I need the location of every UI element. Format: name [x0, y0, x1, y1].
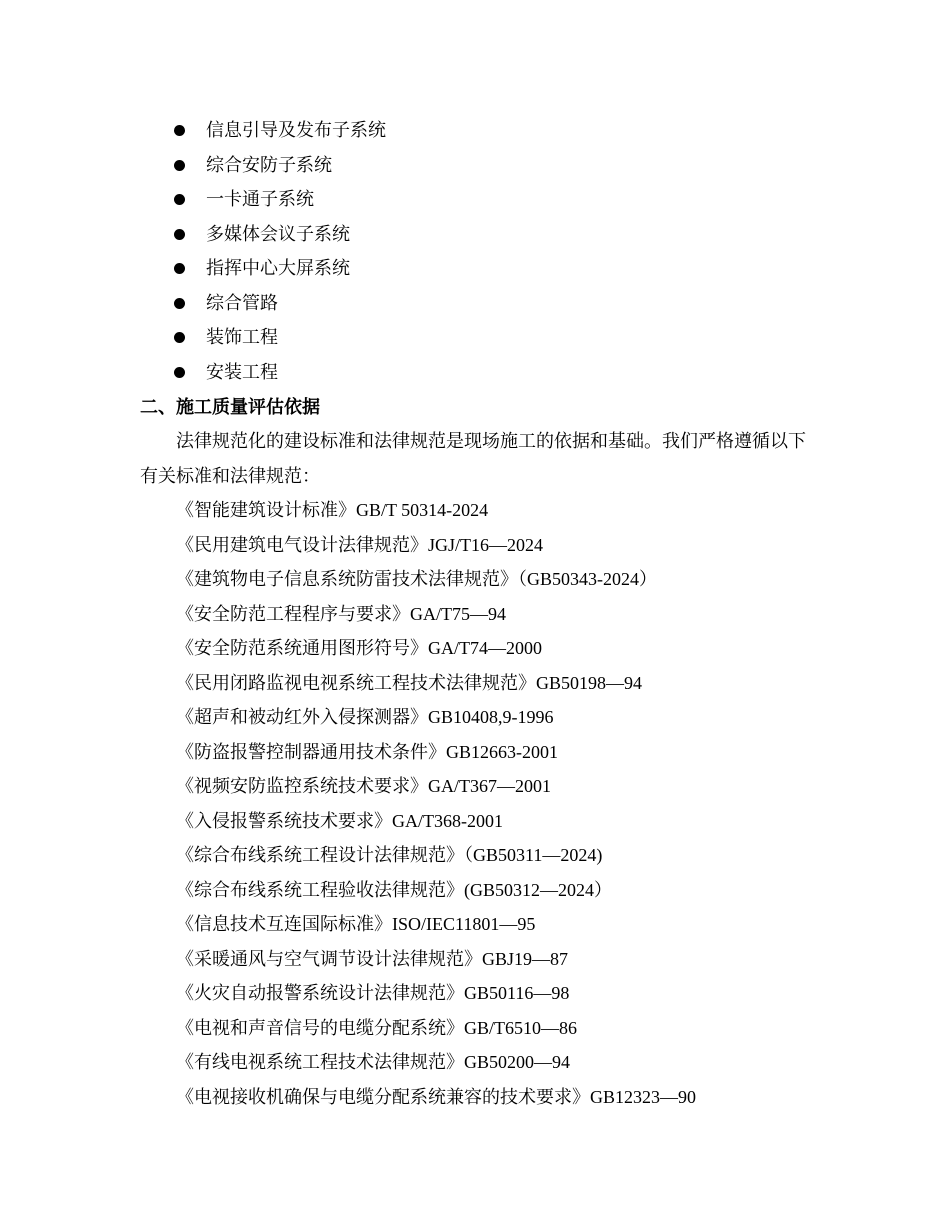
- standard-item: 《入侵报警系统技术要求》GA/T368-2001: [176, 810, 503, 831]
- list-item: [0, 113, 950, 148]
- list-item-label: 综合安防子系统: [206, 154, 332, 175]
- standard-item: 《火灾自动报警系统设计法律规范》GB50116—98: [176, 983, 570, 1003]
- list-item-label: 多媒体会议子系统: [206, 223, 350, 244]
- bullet-icon: [174, 367, 185, 378]
- bullet-icon: [174, 160, 185, 171]
- list-item-label: 安装工程: [206, 361, 278, 382]
- list-item: [0, 217, 950, 252]
- bullet-icon: [174, 229, 185, 240]
- standard-item: 《安全防范系统通用图形符号》GA/T74—2000: [176, 638, 542, 658]
- standard-item: 《视频安防监控系统技术要求》GA/T367—2001: [176, 776, 551, 796]
- bullet-icon: [174, 332, 185, 343]
- section-paragraph: 法律规范化的建设标准和法律规范是现场施工的依据和基础。我们严格遵循以下有关标准和法律规范：: [140, 431, 806, 486]
- list-item-label: 一卡通子系统: [206, 189, 314, 209]
- list-item-label: 指挥中心大屏系统: [206, 258, 350, 278]
- bullet-icon: [174, 298, 185, 309]
- list-item: [0, 182, 950, 217]
- standards-list: [0, 493, 950, 1114]
- standard-item: 《防盗报警控制器通用技术条件》GB12663-2001: [176, 741, 558, 762]
- standard-item: 《综合布线系统工程验收法律规范》(GB50312—2024）: [176, 879, 612, 900]
- standard-item: 《采暖通风与空气调节设计法律规范》GBJ19—87: [176, 948, 569, 969]
- bullet-icon: [174, 125, 185, 136]
- bullet-icon: [174, 263, 185, 274]
- list-item: [0, 148, 950, 183]
- section-heading: 二、施工质量评估依据: [140, 397, 320, 417]
- standard-item: 《信息技术互连国际标准》ISO/IEC11801—95: [176, 914, 536, 934]
- list-item: [0, 251, 950, 286]
- list-item: [0, 320, 950, 355]
- list-item-label: 装饰工程: [206, 327, 278, 347]
- list-item: [0, 286, 950, 321]
- standard-item: 《综合布线系统工程设计法律规范》（GB50311—2024): [176, 845, 603, 865]
- subsystem-bullet-list: [0, 113, 950, 389]
- standard-item: 《智能建筑设计标准》GB/T 50314-2024: [176, 500, 489, 520]
- standard-item: 《安全防范工程程序与要求》GA/T75—94: [176, 603, 506, 624]
- standard-item: 《电视和声音信号的电缆分配系统》GB/T6510—86: [176, 1017, 577, 1038]
- list-item-label: 综合管路: [206, 292, 278, 313]
- list-item: [0, 355, 950, 390]
- standard-item: 《民用建筑电气设计法律规范》JGJ/T16—2024: [176, 534, 544, 555]
- standard-item: 《民用闭路监视电视系统工程技术法律规范》GB50198—94: [176, 672, 643, 693]
- bullet-icon: [174, 194, 185, 205]
- standard-item: 《建筑物电子信息系统防雷技术法律规范》（GB50343-2024）: [176, 569, 657, 589]
- standard-item: 《电视接收机确保与电缆分配系统兼容的技术要求》GB12323—90: [176, 1086, 697, 1107]
- standard-item: 《有线电视系统工程技术法律规范》GB50200—94: [176, 1052, 571, 1072]
- list-item-label: 信息引导及发布子系统: [206, 120, 386, 140]
- standard-item: 《超声和被动红外入侵探测器》GB10408,9-1996: [176, 707, 554, 727]
